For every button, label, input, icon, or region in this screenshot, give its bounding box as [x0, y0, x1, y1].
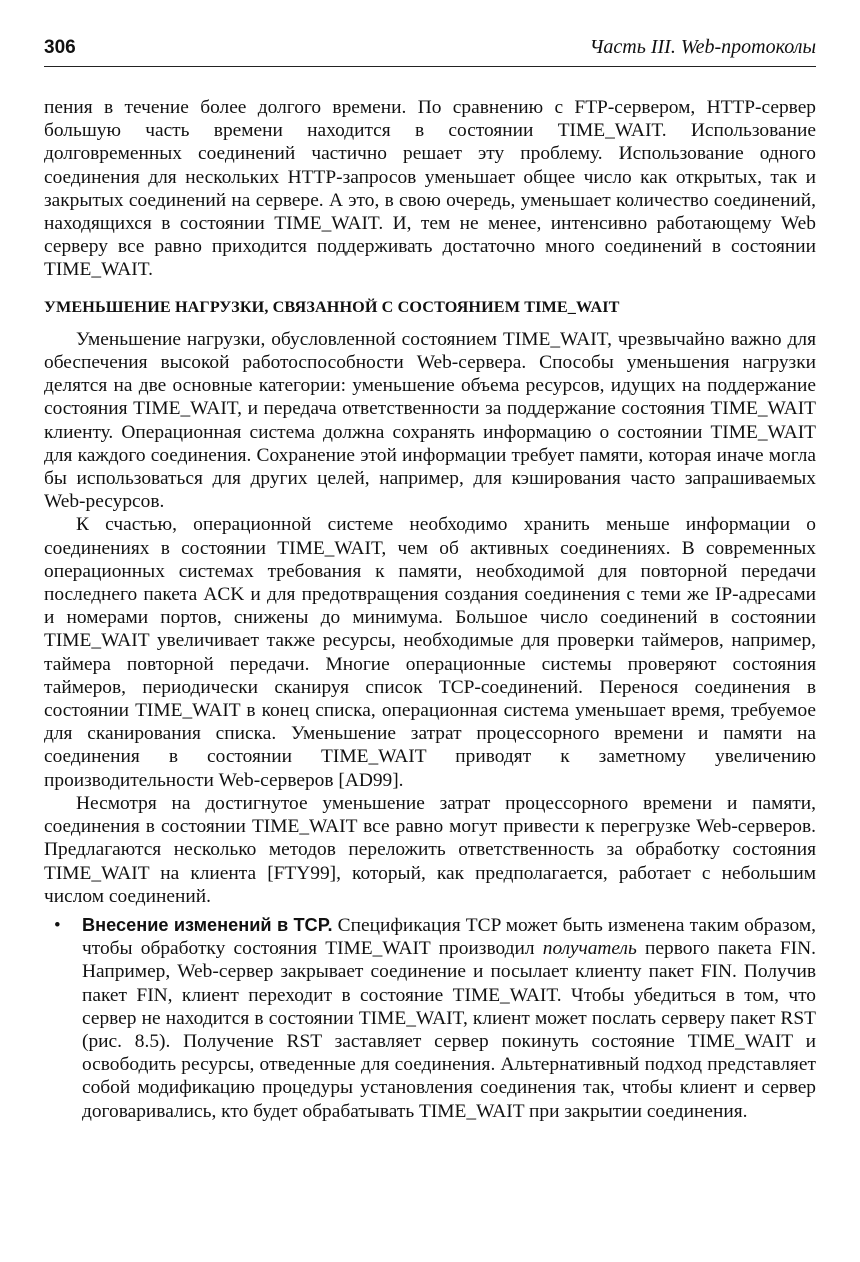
part-title: Часть III. Web-протоколы: [589, 36, 816, 58]
section-heading: УМЕНЬШЕНИЕ НАГРУЗКИ, СВЯЗАННОЙ С СОСТОЯНИЕМ TIME_WAIT: [44, 297, 620, 316]
bullet-item: [54, 914, 816, 1123]
paragraph: Несмотря на достигнутое уменьшение затрат процессорного времени и памяти, соединения в состоянии TIME_WAIT все равно могут привести к перегрузке Web-серверов. Предлагаются несколько методов переложить ответственность за обработку состояния TIME_WAIT на клиента [FTY99], который, как предполагается, работает с небольшим числом соединений.: [44, 792, 816, 907]
page-number: 306: [44, 37, 76, 58]
paragraph: К счастью, операционной системе необходимо хранить меньше информации о соединениях в состоянии TIME_WAIT, чем об активных соединениях. В современных операционных системах требования к памяти, необходимой для повторной передачи последнего пакета ACK и для предотвращения создания соединения с теми же IP-адресами и номерами портов, снижены до минимума. Большое число соединений в состоянии TIME_WAIT увеличивает также ресурсы, необходимые для проверки таймеров, например, таймера повторной передачи. Многие операционные системы проверяют состояния таймеров, периодически сканируя список TCP-соединений. Перенося соединения в состоянии TIME_WAIT в конец списка, операционная система уменьшает время, требуемое для сканирования списка. Уменьшение затрат процессорного времени и памяти на соединения в состоянии TIME_WAIT приводят к заметному увеличению производительности Web-серверов [AD99].: [44, 514, 816, 791]
bullet-lead-in: Внесение изменений в TCP.: [82, 914, 333, 935]
bullet-text: первого пакета FIN. Например, Web-сервер закрывает соединение и посылает клиенту пакет FIN. Получив пакет FIN, клиент переходит в состояние TIME_WAIT. Чтобы убедиться в том, что сервер не находится в состоянии TIME_WAIT, клиент может послать серверу пакет RST (рис. 8.5). Получение RST заставляет сервер покинуть состояние TIME_WAIT и освободить ресурсы, отведенные для соединения. Альтернативный подход представляет собой модификацию процедуры установления соединения так, чтобы клиент и сервер договаривались, кто будет обрабатывать TIME_WAIT при закрытии соединения.: [82, 938, 816, 1122]
bullet-icon: •: [54, 914, 61, 936]
paragraph-continuation: пения в течение более долгого времени. По сравнению с FTP-сервером, HTTP-сервер большую часть времени находится в состоянии TIME_WAIT. Использование долговременных соединений частично решает эту проблему. Использование одного соединения для нескольких HTTP-запросов уменьшает общее число как открытых, так и закрытых соединений на сервере. А это, в свою очередь, уменьшает количество соединений, находящихся в состоянии TIME_WAIT. И, тем не менее, интенсивно работающему Web серверу все равно приходится поддерживать достаточно много соединений в состоянии TIME_WAIT.: [44, 97, 816, 281]
paragraph: Уменьшение нагрузки, обусловленной состоянием TIME_WAIT, чрезвычайно важно для обеспечения высокой работоспособности Web-сервера. Способы уменьшения нагрузки делятся на две основные категории: уменьшение объема ресурсов, идущих на поддержание состояния TIME_WAIT, и передача ответственности за поддержание состояния TIME_WAIT клиенту. Операционная система должна сохранять информацию о состоянии TIME_WAIT для каждого соединения. Сохранение этой информации требует памяти, которая иначе могла бы использоваться для других целей, например, для кэширования часто запрашиваемых Web-ресурсов.: [44, 328, 816, 513]
bullet-text: Спецификация TCP может быть изменена таким образом, чтобы обработку состояния TIME_WAIT производил: [82, 914, 816, 960]
bullet-emphasis: получатель: [542, 938, 637, 960]
bullet-list: [44, 914, 816, 1123]
running-head: [44, 36, 816, 67]
book-page: [44, 36, 816, 1123]
body-text: [44, 96, 816, 1123]
